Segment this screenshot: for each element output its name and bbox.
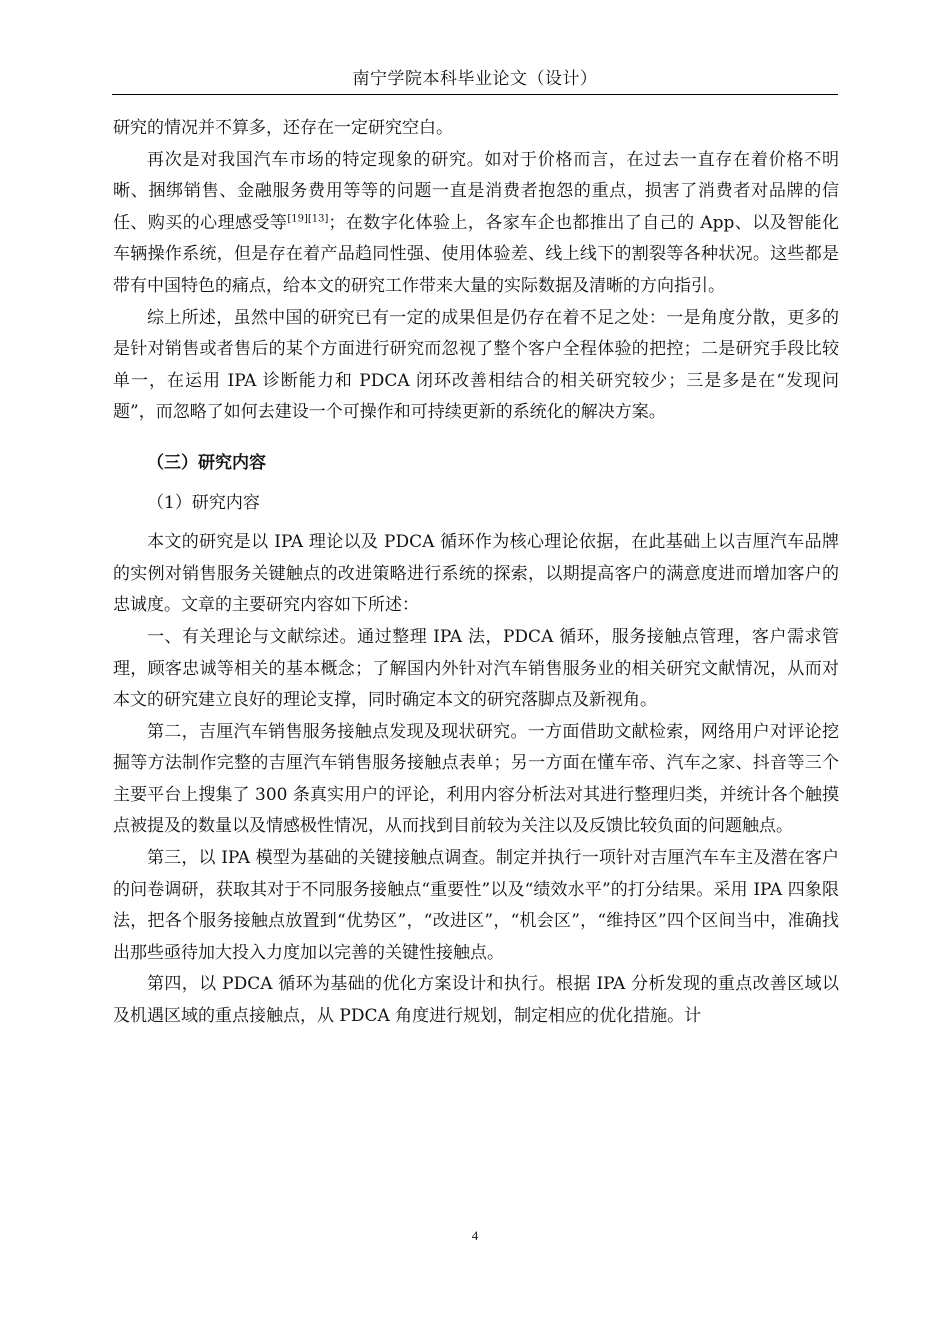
page-header: 南宁学院本科毕业论文（设计） [112,64,838,95]
paragraph-research-intro: 本文的研究是以 IPA 理论以及 PDCA 循环作为核心理论依据，在此基础上以吉厘汽车品牌的实例对销售服务关键触点的改进策略进行系统的探索，以期提高客户的满意度进而增加客户的忠诚度。文章的主要研究内容如下所述： [113,532,839,616]
subsection-heading: （1）研究内容 [147,492,260,513]
paragraph-market-phenomena [113,145,839,303]
paragraph-text: ；在数字化体验上，各家车企也都推出了自己的 App、以及智能化车辆操作系统，但是存在着产品趋同性强、使用体验差、线上线下的割裂等各种状况。这些都是带有中国特色的痛点，给本文的研究工作带来大量的实际数据及清晰的方向指引。 [113,212,839,296]
paragraph-item-2: 第二，吉厘汽车销售服务接触点发现及现状研究。一方面借助文献检索，网络用户对评论挖掘等方法制作完整的吉厘汽车销售服务接触点表单；另一方面在懂车帝、汽车之家、抖音等三个主要平台上搜集了 300 条真实用户的评论，利用内容分析法对其进行整理归类，并统计各个触摸点被提及的数量以及情感极性情况，从而找到目前较为关注以及反馈比较负面的问题触点。 [113,721,839,837]
document-body [113,113,839,1033]
citation-reference: [19][13] [287,213,329,225]
paragraph-summary: 综上所述，虽然中国的研究已有一定的成果但是仍存在着不足之处：一是角度分散，更多的是针对销售或者售后的某个方面进行研究而忽视了整个客户全程体验的把控；二是研究手段比较单一，在运用 IPA 诊断能力和 PDCA 闭环改善相结合的相关研究较少；三是多是在“发现问题”，而忽略了如何去建设一个可操作和可持续更新的系统化的解决方案。 [113,307,839,423]
paragraph-item-4: 第四，以 PDCA 循环为基础的优化方案设计和执行。根据 IPA 分析发现的重点改善区域以及机遇区域的重点接触点，从 PDCA 角度进行规划，制定相应的优化措施。计 [113,974,839,1027]
paragraph-continuation: 研究的情况并不算多，还存在一定研究空白。 [113,118,453,138]
section-heading: （三）研究内容 [147,452,266,473]
paragraph-text: 再次是对我国汽车市场的特定现象的研究。如对于价格而言，在过去一直存在着价格不明晰、捆绑销售、金融服务费用等等的问题一直是消费者抱怨的重点，损害了消费者对品牌的信任、购买的心理感受等 [113,149,839,233]
page-number: 4 [471,1228,479,1243]
paragraph-item-3: 第三，以 IPA 模型为基础的关键接触点调查。制定并执行一项针对吉厘汽车车主及潜在客户的问卷调研，获取其对于不同服务接触点“重要性”以及“绩效水平”的打分结果。采用 IPA 四象限法，把各个服务接触点放置到“优势区”，“改进区”，“机会区”，“维持区”四个区间当中，准确找出那些亟待加大投入力度加以完善的关键性接触点。 [113,848,839,963]
paragraph-item-1: 一、有关理论与文献综述。通过整理 IPA 法，PDCA 循环，服务接触点管理，客户需求管理，顾客忠诚等相关的基本概念；了解国内外针对汽车销售服务业的相关研究文献情况，从而对本文的研究建立良好的理论支撑，同时确定本文的研究落脚点及新视角。 [113,626,839,711]
